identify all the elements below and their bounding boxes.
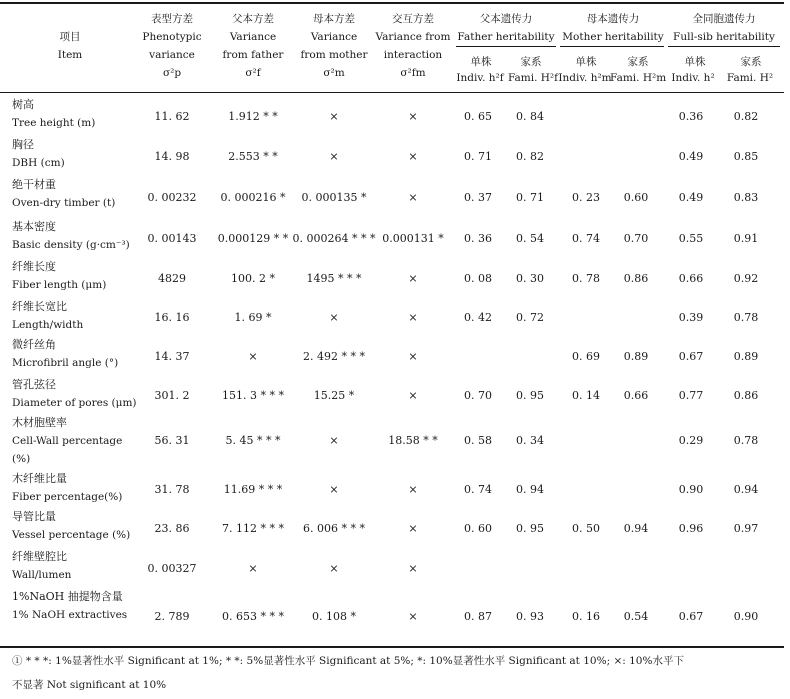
- row-item-en: Oven-dry timber (t): [12, 197, 116, 209]
- table-cell: 0. 000135 *: [301, 191, 367, 204]
- table-cell: 0. 71: [516, 191, 544, 204]
- table-cell: 0.60: [623, 191, 649, 204]
- top-rule: [0, 2, 784, 4]
- table-cell: 0.55: [678, 232, 704, 245]
- subheader-fullsib-fami-en: Fami. H²: [726, 72, 774, 84]
- subheader-fullsib-fami-zh: 家系: [740, 56, 762, 68]
- table-cell: ×: [329, 311, 339, 324]
- header-father-en2: from father: [222, 49, 284, 61]
- subheader-father-fami-en: Fami. H²f: [507, 72, 559, 84]
- header-phenotypic-zh: 表型方差: [151, 13, 193, 25]
- table-cell: 0.78: [733, 434, 759, 447]
- table-cell: 0.66: [678, 272, 704, 285]
- table-cell: 0. 54: [516, 232, 544, 245]
- table-cell: 1495 * * *: [306, 272, 362, 285]
- table-cell: 0. 08: [464, 272, 492, 285]
- bottom-rule: [0, 646, 784, 648]
- table-cell: 0.90: [733, 610, 759, 623]
- row-item-en: Wall/lumen: [12, 569, 72, 581]
- header-fullsib-h-zh: 全同胞遗传力: [692, 13, 756, 25]
- table-cell: ×: [408, 562, 418, 575]
- table-cell: 0.49: [678, 191, 704, 204]
- table-cell: 14. 98: [154, 150, 190, 163]
- row-item-zh: 导管比量: [12, 510, 56, 523]
- table-cell: ×: [329, 483, 339, 496]
- table-cell: 0.94: [733, 483, 759, 496]
- table-row: [0, 470, 784, 508]
- header-item: [20, 28, 120, 64]
- table-cell: 0.89: [733, 350, 759, 363]
- header-mother-sym: σ²m: [323, 67, 345, 79]
- table-row: [0, 508, 784, 548]
- table-cell: 0. 82: [516, 150, 544, 163]
- table-cell: 5. 45 * * *: [225, 434, 281, 447]
- table-cell: 0.86: [733, 389, 759, 402]
- table-row: [0, 176, 784, 218]
- row-item-zh: 纤维长度: [12, 260, 56, 273]
- header-father-sym: σ²f: [245, 67, 261, 79]
- table-cell: ×: [248, 350, 258, 363]
- header-mother-en2: from mother: [300, 49, 368, 61]
- row-item-en: Diameter of pores (μm): [12, 397, 137, 409]
- header-phenotypic-en1: Phenotypic: [142, 31, 202, 43]
- subheader-father-fami-zh: 家系: [520, 56, 542, 68]
- row-item-zh: 木纤维比量: [12, 472, 67, 485]
- table-cell: 0. 36: [464, 232, 492, 245]
- table-cell: 0. 69: [572, 350, 600, 363]
- table-cell: 0. 93: [516, 610, 544, 623]
- table-cell: 0. 37: [464, 191, 492, 204]
- table-row: [0, 136, 784, 176]
- table-cell: ×: [408, 311, 418, 324]
- table-cell: 0.70: [623, 232, 649, 245]
- header-mother-zh: 母本方差: [313, 13, 355, 25]
- row-item-zh: 树高: [12, 98, 34, 111]
- table-cell: ×: [408, 150, 418, 163]
- table-cell: 0. 14: [572, 389, 600, 402]
- table-row: [0, 414, 784, 470]
- table-cell: 0. 34: [516, 434, 544, 447]
- table-row: [0, 376, 784, 414]
- row-item-en: Basic density (g·cm⁻³): [12, 239, 130, 251]
- header-interaction-zh: 交互方差: [392, 13, 434, 25]
- header-mother-en1: Variance: [310, 31, 358, 43]
- table-cell: 0.92: [733, 272, 759, 285]
- table-cell: 56. 31: [154, 434, 190, 447]
- table-cell: 0.77: [678, 389, 704, 402]
- table-cell: 0.91: [733, 232, 759, 245]
- header-father-h-en: Father heritability: [457, 31, 555, 43]
- table-cell: 0. 653 * * *: [222, 610, 284, 623]
- table-cell: 31. 78: [154, 483, 190, 496]
- row-item-zh: 绝干材重: [12, 178, 56, 191]
- row-item-zh: 微纤丝角: [12, 338, 56, 351]
- table-cell: 0. 72: [516, 311, 544, 324]
- table-cell: 0. 50: [572, 522, 600, 535]
- table-cell: ×: [329, 562, 339, 575]
- table-cell: 11. 62: [154, 110, 190, 123]
- subheader-mother-indiv-en: Indiv. h²m: [558, 72, 612, 84]
- header-item-zh: 项目: [59, 31, 81, 43]
- table-row: [0, 96, 784, 136]
- footnote-line-1: ① * * *: 1%显著性水平 Significant at 1%; * *: 5%显著性水平 Significant at 5%; *: 10%显著性水平 Significant at 10%; ×: 10%水平下: [12, 655, 684, 667]
- row-item-en: Microfibril angle (°): [12, 357, 119, 369]
- table-cell: 0. 95: [516, 522, 544, 535]
- table-cell: 11.69 * * *: [223, 483, 283, 496]
- table-cell: ×: [408, 522, 418, 535]
- table-cell: 0. 94: [516, 483, 544, 496]
- table-cell: 0. 65: [464, 110, 492, 123]
- table-cell: 0. 71: [464, 150, 492, 163]
- table-row: [0, 258, 784, 298]
- row-item-label: [12, 258, 106, 294]
- table-cell: 0. 87: [464, 610, 492, 623]
- table-cell: 0. 00327: [147, 562, 197, 575]
- row-item-label: [12, 588, 127, 624]
- table-row: [0, 548, 784, 588]
- row-item-label: [12, 470, 122, 506]
- table-cell: 0.82: [733, 110, 759, 123]
- header-mother-var: [294, 10, 374, 82]
- table-cell: ×: [408, 272, 418, 285]
- table-cell: 0. 60: [464, 522, 492, 535]
- table-cell: 14. 37: [154, 350, 190, 363]
- subheader-father-indiv-zh: 单株: [470, 56, 492, 68]
- table-cell: ×: [329, 110, 339, 123]
- row-item-label: [12, 298, 83, 334]
- table-cell: 2. 789: [154, 610, 190, 623]
- header-interaction-var: [374, 10, 452, 82]
- mother-h-underline: [560, 46, 664, 47]
- header-father-h-zh: 父本遗传力: [479, 13, 533, 25]
- table-cell: 15.25 *: [313, 389, 355, 402]
- table-cell: 0. 84: [516, 110, 544, 123]
- table-cell: 2. 492 * * *: [303, 350, 365, 363]
- table-cell: 4829: [158, 272, 186, 285]
- table-cell: 0.66: [623, 389, 649, 402]
- table-cell: 0.78: [733, 311, 759, 324]
- table-cell: ×: [408, 350, 418, 363]
- table-cell: 0. 70: [464, 389, 492, 402]
- table-cell: 0. 000216 *: [220, 191, 286, 204]
- table-cell: 0. 42: [464, 311, 492, 324]
- table-cell: 0.000131 *: [382, 232, 444, 245]
- row-item-en: Tree height (m): [12, 117, 96, 129]
- footnote-line-2: 不显著 Not significant at 10%: [12, 679, 167, 691]
- table-cell: 0. 78: [572, 272, 600, 285]
- row-item-label: [12, 376, 137, 412]
- table-cell: ×: [408, 610, 418, 623]
- table-cell: ×: [408, 483, 418, 496]
- header-interaction-sym: σ²fm: [400, 67, 426, 79]
- table-cell: 0. 74: [464, 483, 492, 496]
- row-item-label: [12, 218, 130, 254]
- row-item-zh: 基本密度: [12, 220, 56, 233]
- table-cell: 0.90: [678, 483, 704, 496]
- table-cell: 0.97: [733, 522, 759, 535]
- table-cell: ×: [408, 110, 418, 123]
- subheader-fullsib-indiv-en: Indiv. h²: [671, 72, 715, 84]
- row-item-label: [12, 548, 71, 584]
- header-father-en1: Variance: [229, 31, 277, 43]
- row-item-label: [12, 96, 95, 132]
- header-father-heritability: [456, 10, 556, 46]
- header-father-zh: 父本方差: [232, 13, 274, 25]
- table-cell: ×: [408, 191, 418, 204]
- table-cell: 2.553 * *: [228, 150, 278, 163]
- row-item-label: [12, 508, 130, 544]
- table-cell: ×: [248, 562, 258, 575]
- table-cell: 151. 3 * * *: [222, 389, 284, 402]
- header-father-var: [214, 10, 292, 82]
- table-cell: 23. 86: [154, 522, 190, 535]
- header-mother-heritability: [560, 10, 666, 46]
- table-cell: 0.39: [678, 311, 704, 324]
- table-cell: 0.86: [623, 272, 649, 285]
- table-cell: 0.000129 * *: [217, 232, 289, 245]
- header-mother-h-zh: 母本遗传力: [586, 13, 640, 25]
- row-item-zh: 纤维壁腔比: [12, 550, 67, 563]
- table-cell: 0.29: [678, 434, 704, 447]
- row-item-zh: 纤维长宽比: [12, 300, 67, 313]
- row-item-en: Vessel percentage (%): [12, 529, 131, 541]
- header-interaction-en2: interaction: [383, 49, 443, 61]
- table-cell: 0. 74: [572, 232, 600, 245]
- table-cell: ×: [408, 389, 418, 402]
- row-item-en: Cell-Wall percentage: [12, 435, 123, 447]
- row-item-label: [12, 336, 118, 372]
- table-cell: 16. 16: [154, 311, 190, 324]
- table-cell: 1. 69 *: [234, 311, 272, 324]
- fullsib-h-underline: [668, 46, 780, 47]
- table-cell: ×: [329, 434, 339, 447]
- table-cell: 0.67: [678, 610, 704, 623]
- row-item-en-cont: (%): [12, 453, 31, 465]
- header-mother-h-en: Mother heritability: [562, 31, 664, 43]
- row-item-en: Fiber length (μm): [12, 279, 107, 291]
- table-cell: 18.58 * *: [388, 434, 438, 447]
- table-row: [0, 588, 784, 644]
- table-cell: 0. 108 *: [312, 610, 356, 623]
- row-item-en: Length/width: [12, 319, 84, 331]
- table-cell: 0.83: [733, 191, 759, 204]
- header-rule: [0, 92, 784, 93]
- subheader-mother-fami-en: Fami. H²m: [610, 72, 667, 84]
- row-item-en: DBH (cm): [12, 157, 65, 169]
- row-item-en: Fiber percentage(%): [12, 491, 123, 503]
- header-fullsib-heritability: [668, 10, 780, 46]
- subheader-fullsib-indiv-zh: 单株: [684, 56, 706, 68]
- table-cell: 0.36: [678, 110, 704, 123]
- subheader-father-indiv-en: Indiv. h²f: [456, 72, 504, 84]
- table-cell: 0. 58: [464, 434, 492, 447]
- table-cell: 301. 2: [154, 389, 190, 402]
- table-cell: 0.85: [733, 150, 759, 163]
- row-item-zh: 胸径: [12, 138, 34, 151]
- table-cell: 0. 00143: [147, 232, 197, 245]
- header-interaction-en1: Variance from: [375, 31, 451, 43]
- header-phenotypic-sym: σ²p: [162, 67, 182, 79]
- table-row: [0, 336, 784, 376]
- row-item-label: [12, 414, 122, 468]
- table-cell: 0.67: [678, 350, 704, 363]
- table-cell: 7. 112 * * *: [222, 522, 284, 535]
- header-phenotypic-en2: variance: [149, 49, 195, 61]
- table-cell: 0. 000264 * * *: [292, 232, 376, 245]
- table-cell: 100. 2 *: [231, 272, 275, 285]
- table-cell: 6. 006 * * *: [303, 522, 365, 535]
- row-item-zh: 1%NaOH 抽提物含量: [12, 590, 123, 603]
- row-item-zh: 木材胞壁率: [12, 416, 67, 429]
- father-h-underline: [456, 46, 556, 47]
- table-cell: 0. 23: [572, 191, 600, 204]
- row-item-en: 1% NaOH extractives: [12, 609, 128, 621]
- header-phenotypic: [134, 10, 210, 82]
- table-row: [0, 298, 784, 336]
- table-cell: 0. 16: [572, 610, 600, 623]
- subheader-mother-fami-zh: 家系: [627, 56, 649, 68]
- header-fullsib-h-en: Full-sib heritability: [673, 31, 775, 43]
- row-item-label: [12, 176, 115, 212]
- table-cell: 0.49: [678, 150, 704, 163]
- row-item-zh: 管孔弦径: [12, 378, 56, 391]
- table-cell: 0. 95: [516, 389, 544, 402]
- table-cell: 0. 30: [516, 272, 544, 285]
- table-cell: ×: [329, 150, 339, 163]
- table-row: [0, 218, 784, 258]
- table-cell: 0.96: [678, 522, 704, 535]
- subheader-mother-indiv-zh: 单株: [575, 56, 597, 68]
- table-cell: 0.89: [623, 350, 649, 363]
- header-item-en: Item: [57, 49, 83, 61]
- table-cell: 0.54: [623, 610, 649, 623]
- table-cell: 0.94: [623, 522, 649, 535]
- row-item-label: [12, 136, 65, 172]
- table-cell: 1.912 * *: [228, 110, 278, 123]
- table-cell: 0. 00232: [147, 191, 197, 204]
